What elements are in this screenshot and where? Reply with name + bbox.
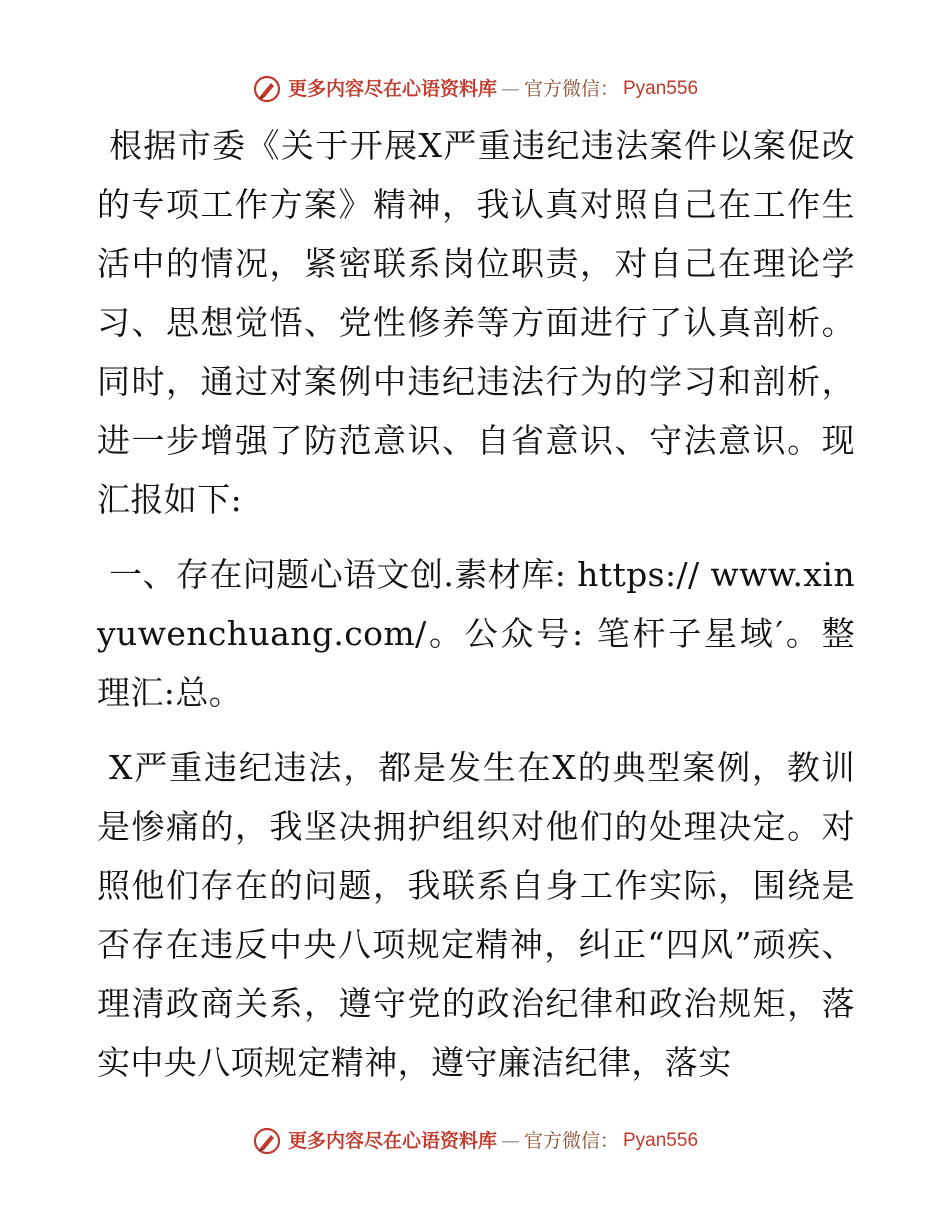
intro-paragraph: 根据市委《关于开展X严重违纪违法案件以案促改的专项工作方案》精神，我认真对照自己在工作生活中的情况，紧密联系岗位职责，对自己在理论学习、思想觉悟、党性修养等方面进行了认真剖析。同时，通过对案例中违纪违法行为的学习和剖析，进一步增强了防范意识、自省意识、守法意识。现汇报如下: [97, 126, 855, 519]
footer-separator: — [500, 1130, 520, 1152]
header-wechat-id: Pyan556 [623, 78, 699, 99]
body-paragraph: X严重违纪违法，都是发生在X的典型案例，教训是惨痛的，我坚决拥护组织对他们的处理决定。对照他们存在的问题，我联系自身工作实际，围绕是否存在违反中央八项规定精神，纠正“四风”顽疾、理清政商关系，遵守党的政治纪律和政治规矩，落实中央八项规定精神，遵守廉洁纪律，落实 [97, 748, 855, 1082]
header-separator: — [500, 78, 520, 100]
footer-banner [0, 1126, 950, 1156]
footer-wechat-label: 官方微信： [523, 1130, 619, 1152]
footer-brand-text: 更多内容尽在心语资料库 [287, 1130, 497, 1152]
pen-nib-logo-icon [252, 1126, 282, 1156]
pen-nib-logo-icon [252, 74, 282, 104]
section-heading-paragraph: 一、存在问题心语文创.素材库: https:// www.xinyuwenchuang.com/。公众号: 笔杆子星域′。整理汇:总。 [97, 555, 855, 712]
header-wechat-label: 官方微信： [523, 78, 619, 100]
document-body [97, 116, 855, 1092]
header-banner [0, 74, 950, 104]
header-brand-text: 更多内容尽在心语资料库 [287, 78, 497, 100]
footer-wechat-id: Pyan556 [623, 1130, 699, 1151]
